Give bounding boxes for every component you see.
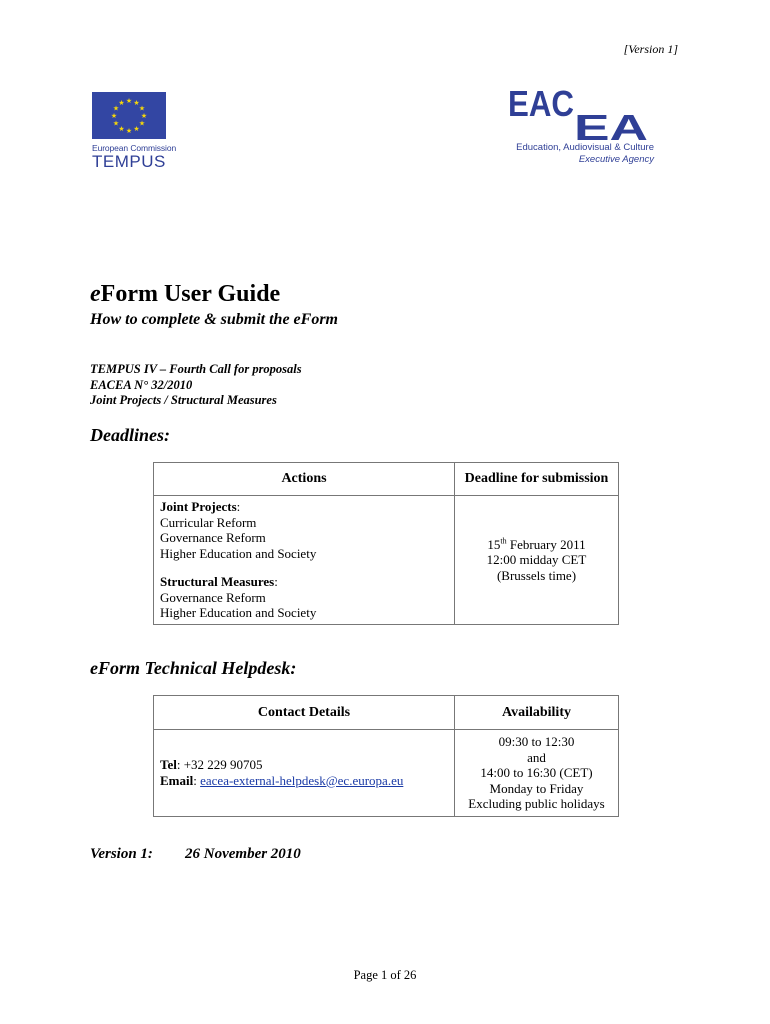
deadline-cell [455, 496, 619, 625]
availability-line: 14:00 to 16:30 (CET) [480, 765, 593, 780]
list-item: Governance Reform [160, 530, 266, 545]
document-title [90, 281, 280, 308]
actions-cell [154, 496, 455, 625]
availability-line: 09:30 to 12:30 [498, 734, 575, 749]
deadline-header: Deadline for submission [455, 463, 619, 496]
deadline-date: 15th February 2011 [487, 536, 586, 552]
version-tag: [Version 1] [623, 42, 678, 56]
tempus-label: TEMPUS [92, 152, 166, 171]
eu-commission-label: European Commission [92, 143, 177, 153]
svg-text:★: ★ [112, 104, 120, 113]
svg-text:★: ★ [138, 104, 146, 113]
list-item: Higher Education and Society [160, 605, 317, 620]
email-link[interactable]: eacea-external-helpdesk@ec.europa.eu [200, 772, 404, 788]
call-info [90, 362, 302, 409]
svg-text:★: ★ [112, 119, 120, 128]
table-row [154, 496, 619, 625]
page-number: Page 1 of 26 [353, 968, 417, 982]
svg-text:★: ★ [118, 99, 125, 107]
eacea-mark-icon [508, 82, 654, 142]
svg-text:EAC: EAC [508, 83, 574, 124]
svg-text:★: ★ [138, 119, 146, 128]
call-line-1: TEMPUS IV – Fourth Call for proposals [90, 362, 302, 376]
contact-cell [154, 730, 455, 817]
availability-header: Availability [455, 696, 619, 730]
document-subtitle: How to complete & submit the eForm [90, 311, 338, 328]
helpdesk-heading: eForm Technical Helpdesk: [90, 658, 297, 678]
svg-text:★: ★ [133, 125, 140, 133]
deadlines-table [153, 462, 619, 625]
svg-text:★: ★ [118, 125, 125, 133]
eacea-line2: Executive Agency [578, 154, 654, 165]
svg-text:★: ★ [125, 97, 133, 105]
eu-flag-icon [92, 92, 166, 139]
eacea-logo [508, 82, 654, 172]
svg-text:★: ★ [110, 112, 118, 120]
call-line-3: Joint Projects / Structural Measures [90, 393, 277, 407]
deadline-zone: (Brussels time) [496, 567, 577, 583]
table-row [154, 730, 619, 817]
deadline-time: 12:00 midday CET [486, 552, 587, 567]
title-prefix: e [90, 281, 101, 307]
deadlines-heading: Deadlines: [90, 425, 170, 445]
availability-line: and [527, 749, 546, 765]
title-rest: Form User Guide [100, 281, 281, 307]
helpdesk-table [153, 695, 619, 817]
list-item: Governance Reform [160, 589, 266, 605]
svg-text:★: ★ [140, 112, 148, 120]
svg-text:★: ★ [133, 99, 140, 107]
email-line: Email: eacea-external-helpdesk@ec.europa.eu [160, 772, 404, 788]
version-line [90, 846, 301, 863]
list-item: Curricular Reform [160, 514, 257, 530]
structural-measures-label: Structural Measures [160, 574, 275, 589]
colon: : [274, 574, 278, 589]
colon: : [236, 499, 241, 514]
joint-projects-label: Joint Projects [160, 499, 237, 514]
table-header-row [154, 696, 619, 730]
version-date: 26 November 2010 [185, 846, 301, 862]
availability-line: Excluding public holidays [468, 796, 605, 811]
availability-line: Monday to Friday [489, 780, 584, 796]
list-item: Higher Education and Society [160, 545, 317, 561]
svg-text:★: ★ [125, 127, 133, 135]
table-header-row [154, 463, 619, 496]
availability-cell [455, 730, 619, 817]
tel-line: Tel: +32 229 90705 [160, 757, 263, 773]
eacea-line1: Education, Audiovisual & Culture [516, 142, 654, 153]
actions-header: Actions [154, 463, 455, 496]
call-line-2: EACEA N° 32/2010 [90, 377, 193, 392]
contact-details-header: Contact Details [154, 696, 455, 730]
tempus-logo [92, 92, 177, 171]
svg-text:EA: EA [574, 107, 648, 142]
version-label: Version 1: [90, 846, 153, 862]
